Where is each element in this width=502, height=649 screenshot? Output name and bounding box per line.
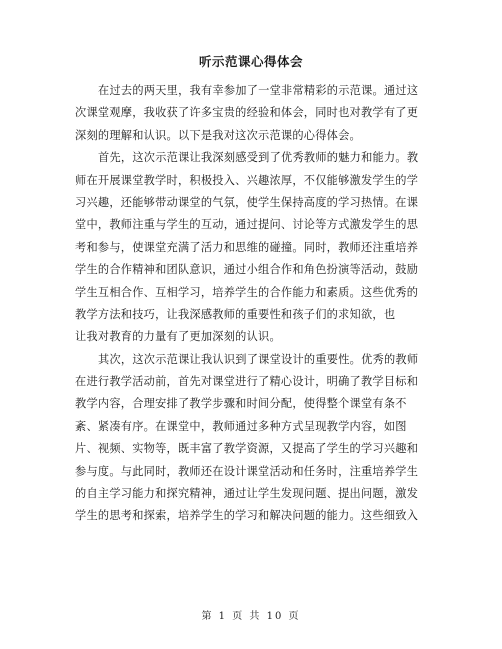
page-number-footer: 第 1 页 共 10 页 [201, 611, 301, 622]
paragraph-line: 参与度。与此同时，教师还在设计课堂活动和任务时，注重培养学生 [75, 464, 419, 478]
paragraph-line: 片、视频、实物等，既丰富了教学资源，又提高了学生的学习兴趣和 [75, 442, 419, 456]
paragraph-line: 深刻的理解和认识。以下是我对这次示范课的心得体会。 [75, 128, 361, 142]
paragraph-line: 师在开展课堂教学时，积极投入、兴趣浓厚，不仅能够激发学生的学 [75, 173, 419, 187]
paragraph-line: 在过去的两天里，我有幸参加了一堂非常精彩的示范课。通过这 [98, 84, 419, 97]
document-title: 听示范课心得体会 [198, 54, 303, 69]
paragraph-line: 其次，这次示范课让我认识到了课堂设计的重要性。优秀的教师 [98, 352, 419, 366]
paragraph-line: 学生的合作精神和团队意识，通过小组合作和角色扮演等活动，鼓励 [75, 263, 419, 277]
paragraph-line: 首先，这次示范课让我深刻感受到了优秀教师的魅力和能力。教 [98, 151, 419, 165]
paragraph-line: 教学内容，合理安排了教学步骤和时间分配，使得整个课堂有条不 [75, 397, 407, 411]
paragraph-line: 教学方法和技巧，让我深感教师的重要性和孩子们的求知欲，也 [75, 307, 396, 321]
paragraph-line: 在进行教学活动前，首先对课堂进行了精心设计，明确了教学目标和 [75, 375, 419, 389]
paragraph-line: 让我对教育的力量有了更加深刻的认识。 [75, 330, 281, 344]
paragraph-line: 学生的思考和探索，培养学生的学习和解决问题的能力。这些细致入 [75, 509, 419, 523]
paragraph-line: 习兴趣，还能够带动课堂的气氛，使学生保持高度的学习热情。在课 [75, 195, 419, 209]
paragraph-line: 堂中，教师注重与学生的互动，通过提问、讨论等方式激发学生的思 [75, 218, 419, 232]
paragraph-line: 的自主学习能力和探究精神，通过让学生发现问题、提出问题，激发 [75, 487, 419, 501]
paragraph-line: 学生互相合作、互相学习，培养学生的合作能力和素质。这些优秀的 [75, 285, 419, 299]
document-body [75, 80, 427, 528]
paragraph-line: 考和参与，使课堂充满了活力和思维的碰撞。同时，教师还注重培养 [75, 240, 419, 254]
paragraph-line: 次课堂观摩，我收获了许多宝贵的经验和体会，同时也对教学有了更 [75, 106, 419, 120]
paragraph-line: 紊、紧凑有序。在课堂中，教师通过多种方式呈现教学内容，如图 [75, 419, 407, 433]
